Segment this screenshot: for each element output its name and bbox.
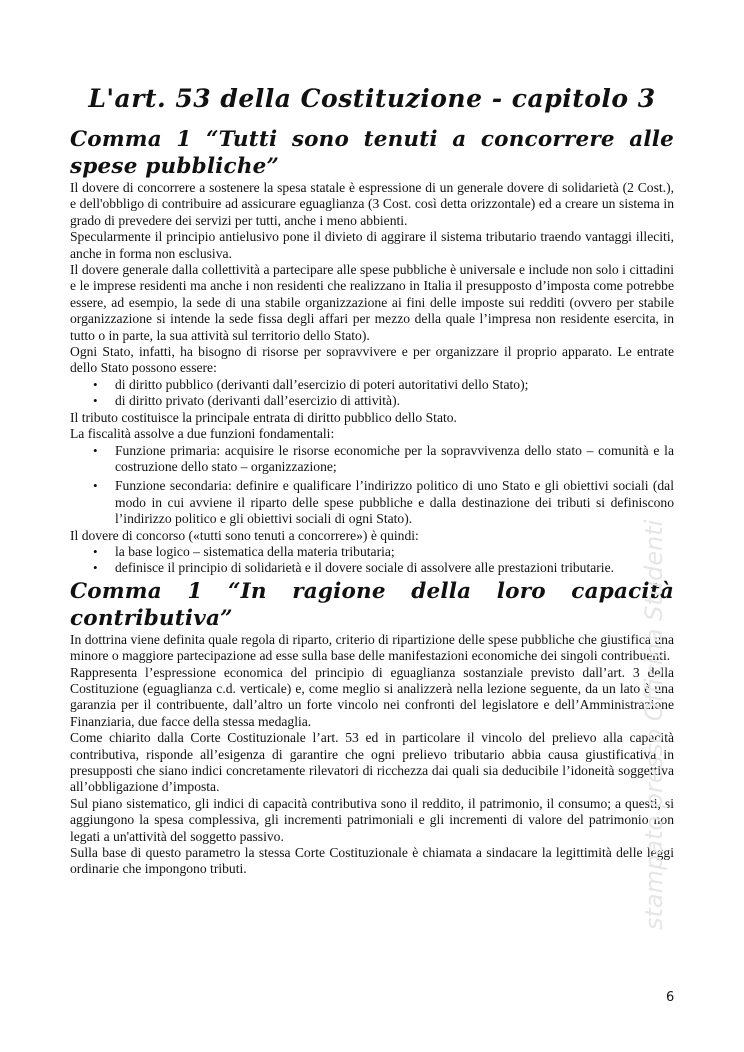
dovere-list xyxy=(70,544,674,577)
watermark: stampato presso Officina Studenti xyxy=(640,519,668,930)
document-body xyxy=(70,126,674,878)
paragraph: La fiscalità assolve a due funzioni fondamentali: xyxy=(70,426,335,442)
paragraph: Sul piano sistematico, gli indici di capacità contributiva sono il reddito, il patrimonio, il consumo; a questi, si aggiungono la spesa complessiva, gli incrementi patrimoniali e gli incrementi di valore del patrimonio non legati a un'attività del soggetto passivo. xyxy=(70,795,674,844)
section-heading-capacita-contributiva: Comma 1 “In ragione della loro capacità contributiva” xyxy=(70,578,674,631)
entrate-list xyxy=(70,377,674,410)
paragraph: Rappresenta l’espressione economica del principio di eguaglianza sostanziale previsto dall’art. 3 della Costituzione (eguaglianza c.d. verticale) e, come meglio si analizzerà nella lezione seguente, da un lato è una garanzia per il contribuente, dall’altro un forte vincolo nei confronti del legislatore e dell’Amministrazione Finanziaria, due facce della stessa medaglia. xyxy=(70,664,674,729)
list-item: • di diritto privato (derivanti dall’esercizio di attività). xyxy=(115,393,674,409)
list-item: • definisce il principio di solidarietà e il dovere sociale di assolvere alle prestazioni tributarie. xyxy=(115,560,674,576)
paragraph: Il dovere di concorso («tutti sono tenuti a concorrere») è quindi: xyxy=(70,527,419,543)
list-item: • di diritto pubblico (derivanti dall’esercizio di poteri autoritativi dello Stato); xyxy=(115,377,674,393)
list-item: • Funzione primaria: acquisire le risorse economiche per la sopravvivenza dello stato – comunità e la costruzione dello stato – organizzazione; xyxy=(115,443,674,476)
page-number: 6 xyxy=(666,990,675,1005)
paragraph: Il tributo costituisce la principale entrata di diritto pubblico dello Stato. xyxy=(70,409,457,425)
page-title: L'art. 53 della Costituzione - capitolo 3 xyxy=(88,84,656,113)
paragraph: Specularmente il principio antielusivo pone il divieto di aggirare il sistema tributario traendo vantaggi illeciti, anche in forma non esclusiva. xyxy=(70,229,674,261)
paragraph: Come chiarito dalla Corte Costituzionale l’art. 53 ed in particolare il vincolo del prelievo alla capacità contributiva, risponde all’esigenza di garantire che ogni prelievo tributario abbia causa giustificativa in presupposti che siano indici concretamente rilevatori di ricchezza dai quali sia deducibile l’idoneità soggettiva all’obbligazione d’imposta. xyxy=(70,730,674,795)
paragraph: Sulla base di questo parametro la stessa Corte Costituzionale è chiamata a sindacare la legittimità delle leggi ordinarie che impongono tributi. xyxy=(70,845,674,877)
list-item: • Funzione secondaria: definire e qualificare l’indirizzo politico di uno Stato e gli obiettivi sociali (dal modo in cui avviene il riparto delle spese pubbliche e dalla destinazione dei tributi si definiscono l’indirizzo politico e gli obiettivi sociali di ogni Stato). xyxy=(115,478,674,527)
paragraph: Il dovere di concorrere a sostenere la spesa statale è espressione di un generale dovere di solidarietà (2 Cost.), e dell'obbligo di contribuire ad assicurare eguaglianza (3 Cost. così detta orizzontale) ed a creare un sistema in grado di prevedere dei servizi per tutti, anche i meno abbienti. xyxy=(70,180,674,228)
section-heading-comma1: Comma 1 “Tutti sono tenuti a concorrere alle spese pubbliche” xyxy=(70,127,674,179)
paragraph: Ogni Stato, infatti, ha bisogno di risorse per sopravvivere e per organizzare il proprio apparato. Le entrate dello Stato possono essere: xyxy=(70,344,674,376)
paragraph: Il dovere generale dalla collettività a partecipare alle spese pubbliche è universale e include non solo i cittadini e le imprese residenti ma anche i non residenti che realizzano in Italia il presupposto d’imposta come potrebbe essere, ad esempio, la sede di una stabile organizzazione ai fini delle imposte sui redditi (ovvero per stabile organizzazione si intende la sede fissa degli affari per mezzo della quale l’impresa non residente esercita, in tutto o in parte, la sua attività sul territorio dello Stato). xyxy=(70,262,674,343)
paragraph: In dottrina viene definita quale regola di riparto, criterio di ripartizione delle spese pubbliche che giustifica una minore o maggiore partecipazione ad esse sulla base delle manifestazioni economiche dei singoli contribuenti. xyxy=(70,631,674,664)
funzioni-list xyxy=(70,443,674,528)
list-item: • la base logico – sistematica della materia tributaria; xyxy=(115,544,674,560)
